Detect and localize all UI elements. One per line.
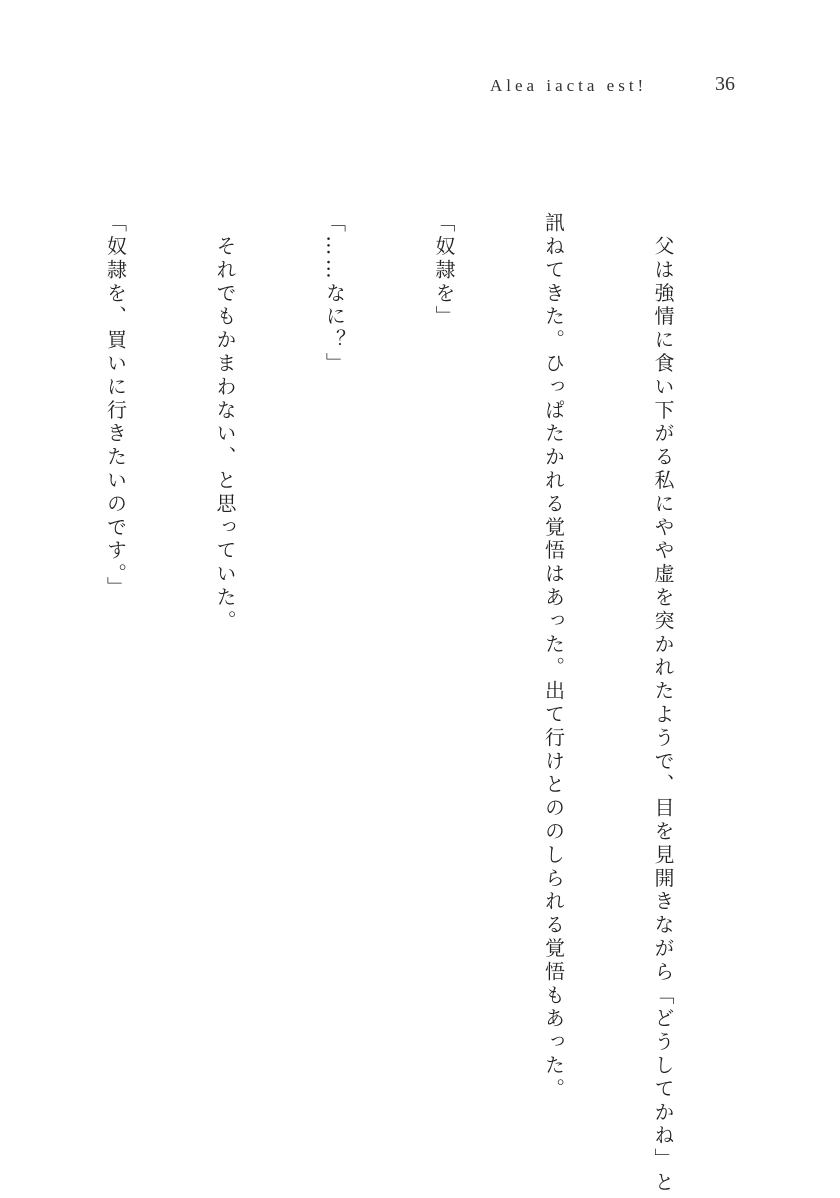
text-line: 「……なに？」	[322, 212, 347, 376]
body-text	[103, 212, 754, 1195]
page-number: 36	[715, 73, 735, 95]
text-line: それでもかまわない、と思っていた。	[213, 212, 237, 634]
running-title: Alea iacta est!	[490, 76, 648, 95]
text-line: 訊ねてきた。ひっぱたかれる覚悟はあった。出て行けとののしられる覚悟もあった。	[541, 212, 566, 1102]
text-line: 父は強情に食い下がる私にやや虚を突かれたようで、目を見開きながら「どうしてかね」と	[651, 212, 675, 1195]
text-line: 「奴隷を」	[432, 212, 456, 329]
text-line: 「奴隷を、買いに行きたいのです。」	[103, 212, 128, 600]
blank-line	[0, 212, 24, 1092]
